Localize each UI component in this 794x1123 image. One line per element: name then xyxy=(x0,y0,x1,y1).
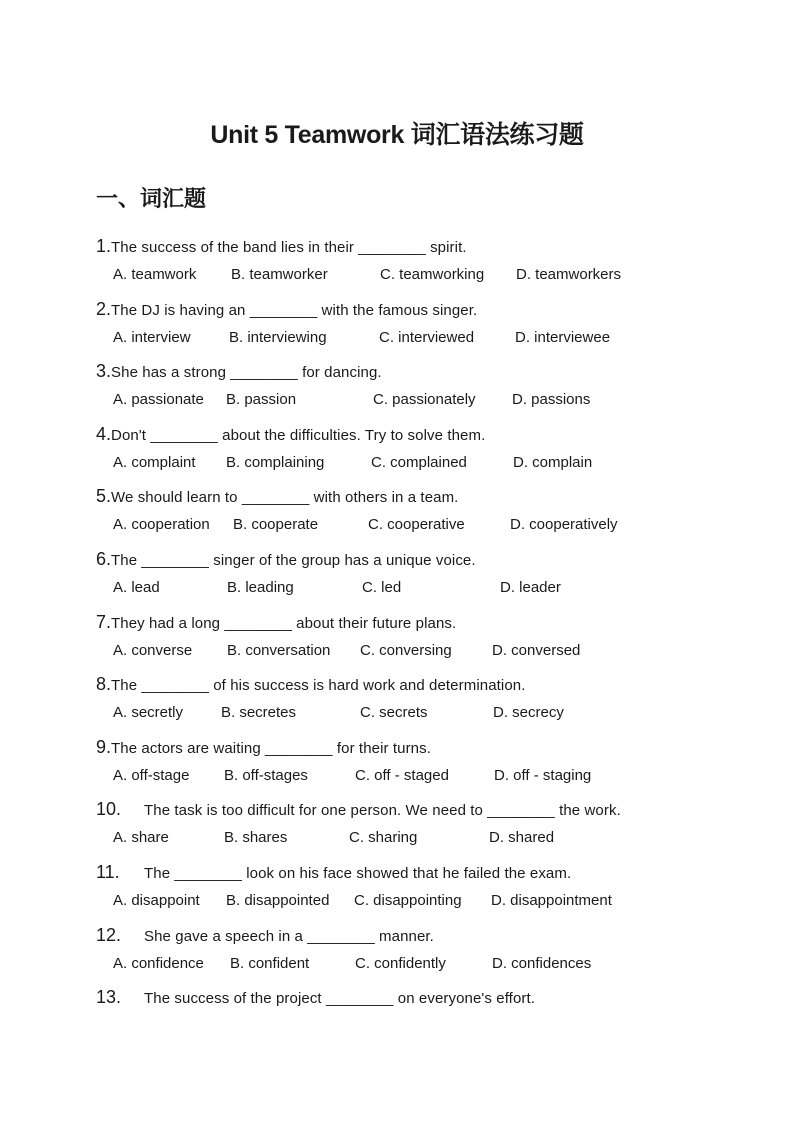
question-stem xyxy=(96,420,485,448)
answer-option: A. interview xyxy=(113,328,191,346)
question-number: 12. xyxy=(96,924,122,945)
answer-option: B. cooperate xyxy=(233,516,319,534)
question-item xyxy=(96,355,736,418)
question-item xyxy=(96,230,736,293)
question-number: 7. xyxy=(96,611,112,632)
answer-option: A. complaint xyxy=(113,453,196,471)
question-item xyxy=(96,293,736,356)
answer-option: D. leader xyxy=(500,578,561,596)
answer-option: C. led xyxy=(362,578,402,596)
answer-option: D. off - staging xyxy=(494,766,592,784)
question-number: 9. xyxy=(96,736,112,757)
question-item xyxy=(96,606,736,669)
answer-option: B. teamworker xyxy=(231,266,328,283)
answer-options xyxy=(113,575,733,601)
question-text: We should learn to ________ with others in a team. xyxy=(111,489,459,507)
answer-option: D. cooperatively xyxy=(510,516,618,534)
answer-option: C. off - staged xyxy=(355,766,449,784)
answer-options xyxy=(113,763,733,789)
question-list xyxy=(96,230,736,1044)
answer-option: C. complained xyxy=(371,453,467,471)
answer-option: A. share xyxy=(113,829,169,847)
question-number: 8. xyxy=(96,674,112,695)
answer-option: B. off-stages xyxy=(224,766,308,784)
question-item xyxy=(96,543,736,606)
question-stem xyxy=(96,921,434,949)
question-text: The success of the band lies in their ________ spirit. xyxy=(111,239,467,256)
answer-option: A. teamwork xyxy=(113,266,197,283)
question-stem xyxy=(96,858,571,886)
answer-option: B. passion xyxy=(226,391,297,409)
question-text: The ________ look on his face showed that he failed the exam. xyxy=(144,864,572,882)
answer-options xyxy=(113,951,733,977)
question-text: They had a long ________ about their future plans. xyxy=(111,614,457,632)
question-text: Don't ________ about the difficulties. Try to solve them. xyxy=(111,426,486,444)
answer-option: B. leading xyxy=(227,578,294,596)
answer-option: C. conversing xyxy=(360,641,452,659)
answer-option: B. complaining xyxy=(226,453,325,471)
answer-options xyxy=(113,638,733,664)
answer-options xyxy=(113,700,733,726)
answer-options xyxy=(113,262,733,288)
answer-option: A. lead xyxy=(113,578,160,596)
question-number: 11. xyxy=(96,861,120,882)
answer-option: A. converse xyxy=(113,641,193,659)
question-number: 3. xyxy=(96,361,112,382)
answer-option: C. passionately xyxy=(373,391,476,409)
answer-options xyxy=(113,825,733,851)
answer-option: A. secretly xyxy=(113,704,184,722)
question-text: The ________ of his success is hard work and determination. xyxy=(111,677,526,695)
question-text: The actors are waiting ________ for their turns. xyxy=(111,739,431,757)
answer-option: D. secrecy xyxy=(493,704,564,722)
question-stem xyxy=(96,733,431,761)
answer-option: C. disappointing xyxy=(354,891,462,909)
page-title: Unit 5 Teamwork 词汇语法练习题 xyxy=(210,121,584,149)
answer-option: C. secrets xyxy=(360,704,428,722)
answer-options xyxy=(113,450,733,476)
answer-option: C. teamworking xyxy=(380,266,485,283)
question-item xyxy=(96,418,736,481)
question-number: 13. xyxy=(96,987,122,1008)
answer-option: A. passionate xyxy=(113,391,204,409)
question-text: The ________ singer of the group has a unique voice. xyxy=(111,551,476,569)
question-stem xyxy=(96,608,456,636)
question-text: She gave a speech in a ________ manner. xyxy=(144,927,434,945)
question-number: 1. xyxy=(96,236,112,256)
answer-option: D. disappointment xyxy=(491,891,612,909)
answer-option: C. cooperative xyxy=(368,516,465,534)
question-stem xyxy=(96,357,382,385)
answer-option: B. secretes xyxy=(221,704,297,722)
answer-option: D. confidences xyxy=(492,954,592,972)
section-heading: 一、词汇题 xyxy=(96,186,207,211)
question-item xyxy=(96,668,736,731)
question-number: 10. xyxy=(96,799,122,820)
question-text: The success of the project ________ on everyone's effort. xyxy=(144,990,536,1008)
answer-option: A. confidence xyxy=(113,954,204,972)
question-item xyxy=(96,919,736,982)
question-item xyxy=(96,793,736,856)
answer-option: D. conversed xyxy=(492,641,581,659)
question-item xyxy=(96,480,736,543)
question-stem xyxy=(96,482,458,510)
question-stem xyxy=(96,795,621,823)
answer-option: D. interviewee xyxy=(515,328,611,346)
question-text: The task is too difficult for one person. We need to ________ the work. xyxy=(144,802,621,820)
answer-option: A. cooperation xyxy=(113,516,210,534)
answer-option: C. sharing xyxy=(349,829,418,847)
question-item xyxy=(96,731,736,794)
question-stem xyxy=(96,670,525,698)
question-item xyxy=(96,856,736,919)
answer-option: C. interviewed xyxy=(379,328,475,346)
answer-option: A. off-stage xyxy=(113,766,190,784)
question-stem xyxy=(96,295,477,323)
answer-option: B. confident xyxy=(230,954,310,972)
answer-option: B. shares xyxy=(224,829,288,847)
question-item xyxy=(96,981,736,1044)
question-stem xyxy=(96,983,535,1011)
answer-options xyxy=(113,325,733,351)
answer-option: A. disappoint xyxy=(113,891,200,909)
question-number: 2. xyxy=(96,298,112,319)
answer-option: D. passions xyxy=(512,391,591,409)
question-text: She has a strong ________ for dancing. xyxy=(111,364,382,382)
question-number: 6. xyxy=(96,548,112,569)
answer-options xyxy=(113,888,733,914)
answer-option: D. shared xyxy=(489,829,555,847)
answer-option: B. disappointed xyxy=(226,891,330,909)
answer-option: C. confidently xyxy=(355,954,446,972)
answer-option: D. complain xyxy=(513,453,593,471)
question-number: 4. xyxy=(96,423,112,444)
answer-option: B. interviewing xyxy=(229,328,327,346)
answer-options xyxy=(113,387,733,413)
question-text: The DJ is having an ________ with the famous singer. xyxy=(111,301,478,319)
answer-options xyxy=(113,512,733,538)
question-number: 5. xyxy=(96,486,112,507)
question-stem xyxy=(96,232,467,260)
answer-option: B. conversation xyxy=(227,641,331,659)
answer-option: D. teamworkers xyxy=(516,266,622,283)
question-stem xyxy=(96,545,476,573)
